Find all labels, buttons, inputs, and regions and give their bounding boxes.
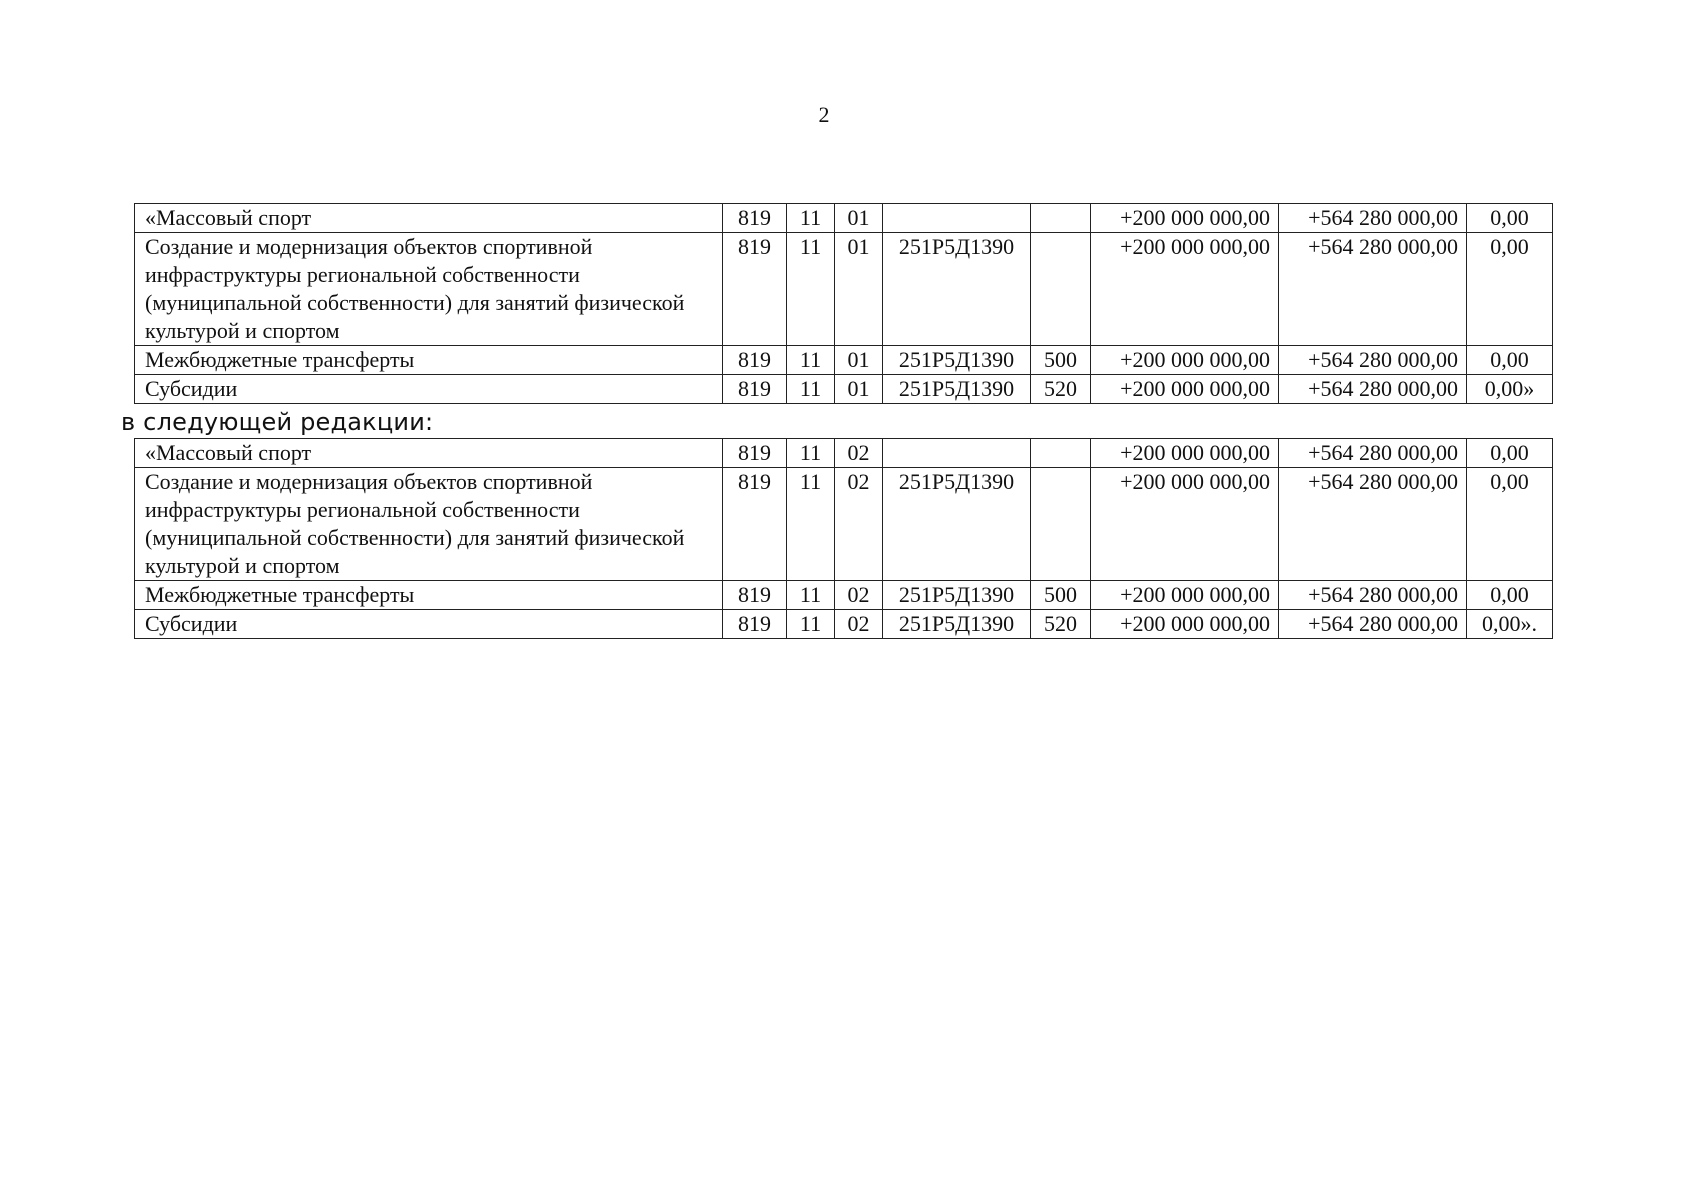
amount-year3-cell: 0,00 bbox=[1467, 346, 1553, 375]
row-name-cell: «Массовый спорт bbox=[135, 439, 723, 468]
amount-year3-cell: 0,00». bbox=[1467, 610, 1553, 639]
section-cell: 11 bbox=[787, 581, 835, 610]
amount-year2-cell: +564 280 000,00 bbox=[1279, 233, 1467, 346]
ministry-code-cell: 819 bbox=[723, 346, 787, 375]
amount-year1-cell: +200 000 000,00 bbox=[1091, 468, 1279, 581]
row-name-cell: Субсидии bbox=[135, 375, 723, 404]
amount-year1-cell: +200 000 000,00 bbox=[1091, 233, 1279, 346]
subsection-cell: 02 bbox=[835, 468, 883, 581]
subsection-cell: 02 bbox=[835, 581, 883, 610]
row-name-cell: Межбюджетные трансферты bbox=[135, 346, 723, 375]
table-row bbox=[135, 375, 1553, 404]
table-row bbox=[135, 233, 1553, 346]
amount-year1-cell: +200 000 000,00 bbox=[1091, 204, 1279, 233]
target-article-cell bbox=[883, 439, 1031, 468]
target-article-cell bbox=[883, 204, 1031, 233]
target-article-cell: 251Р5Д1390 bbox=[883, 346, 1031, 375]
amount-year3-cell: 0,00 bbox=[1467, 468, 1553, 581]
section-cell: 11 bbox=[787, 468, 835, 581]
ministry-code-cell: 819 bbox=[723, 375, 787, 404]
amount-year3-cell: 0,00» bbox=[1467, 375, 1553, 404]
amount-year2-cell: +564 280 000,00 bbox=[1279, 439, 1467, 468]
table-row bbox=[135, 439, 1553, 468]
amount-year1-cell: +200 000 000,00 bbox=[1091, 346, 1279, 375]
amount-year2-cell: +564 280 000,00 bbox=[1279, 375, 1467, 404]
subsection-cell: 01 bbox=[835, 375, 883, 404]
ministry-code-cell: 819 bbox=[723, 439, 787, 468]
amount-year3-cell: 0,00 bbox=[1467, 439, 1553, 468]
expense-type-cell bbox=[1031, 468, 1091, 581]
section-caption: в следующей редакции: bbox=[121, 408, 434, 436]
ministry-code-cell: 819 bbox=[723, 581, 787, 610]
target-article-cell: 251Р5Д1390 bbox=[883, 468, 1031, 581]
row-name-cell: Межбюджетные трансферты bbox=[135, 581, 723, 610]
target-article-cell: 251Р5Д1390 bbox=[883, 233, 1031, 346]
amount-year2-cell: +564 280 000,00 bbox=[1279, 610, 1467, 639]
section-cell: 11 bbox=[787, 439, 835, 468]
section-cell: 11 bbox=[787, 346, 835, 375]
amount-year2-cell: +564 280 000,00 bbox=[1279, 581, 1467, 610]
row-name-cell: «Массовый спорт bbox=[135, 204, 723, 233]
amount-year1-cell: +200 000 000,00 bbox=[1091, 375, 1279, 404]
table-row bbox=[135, 204, 1553, 233]
subsection-cell: 01 bbox=[835, 204, 883, 233]
table-row bbox=[135, 610, 1553, 639]
amount-year2-cell: +564 280 000,00 bbox=[1279, 346, 1467, 375]
budget-table-current-wording bbox=[134, 203, 1553, 404]
table-row bbox=[135, 346, 1553, 375]
table-row bbox=[135, 581, 1553, 610]
section-cell: 11 bbox=[787, 233, 835, 346]
budget-table-new-wording bbox=[134, 438, 1553, 639]
amount-year3-cell: 0,00 bbox=[1467, 204, 1553, 233]
subsection-cell: 01 bbox=[835, 346, 883, 375]
row-name-cell: Создание и модернизация объектов спортивной инфраструктуры региональной собственности (муниципальной собственности) для занятий физической культурой и спортом bbox=[135, 233, 723, 346]
section-cell: 11 bbox=[787, 375, 835, 404]
row-name-cell: Субсидии bbox=[135, 610, 723, 639]
target-article-cell: 251Р5Д1390 bbox=[883, 581, 1031, 610]
amount-year1-cell: +200 000 000,00 bbox=[1091, 439, 1279, 468]
ministry-code-cell: 819 bbox=[723, 233, 787, 346]
amount-year2-cell: +564 280 000,00 bbox=[1279, 468, 1467, 581]
amount-year2-cell: +564 280 000,00 bbox=[1279, 204, 1467, 233]
amount-year1-cell: +200 000 000,00 bbox=[1091, 610, 1279, 639]
subsection-cell: 02 bbox=[835, 610, 883, 639]
expense-type-cell: 500 bbox=[1031, 581, 1091, 610]
section-cell: 11 bbox=[787, 204, 835, 233]
section-cell: 11 bbox=[787, 610, 835, 639]
subsection-cell: 01 bbox=[835, 233, 883, 346]
ministry-code-cell: 819 bbox=[723, 610, 787, 639]
expense-type-cell bbox=[1031, 233, 1091, 346]
ministry-code-cell: 819 bbox=[723, 204, 787, 233]
amount-year3-cell: 0,00 bbox=[1467, 581, 1553, 610]
expense-type-cell bbox=[1031, 204, 1091, 233]
row-name-cell: Создание и модернизация объектов спортивной инфраструктуры региональной собственности (муниципальной собственности) для занятий физической культурой и спортом bbox=[135, 468, 723, 581]
expense-type-cell: 520 bbox=[1031, 610, 1091, 639]
amount-year3-cell: 0,00 bbox=[1467, 233, 1553, 346]
page-number: 2 bbox=[818, 102, 830, 127]
ministry-code-cell: 819 bbox=[723, 468, 787, 581]
expense-type-cell: 520 bbox=[1031, 375, 1091, 404]
amount-year1-cell: +200 000 000,00 bbox=[1091, 581, 1279, 610]
expense-type-cell bbox=[1031, 439, 1091, 468]
table-row bbox=[135, 468, 1553, 581]
target-article-cell: 251Р5Д1390 bbox=[883, 610, 1031, 639]
subsection-cell: 02 bbox=[835, 439, 883, 468]
target-article-cell: 251Р5Д1390 bbox=[883, 375, 1031, 404]
expense-type-cell: 500 bbox=[1031, 346, 1091, 375]
